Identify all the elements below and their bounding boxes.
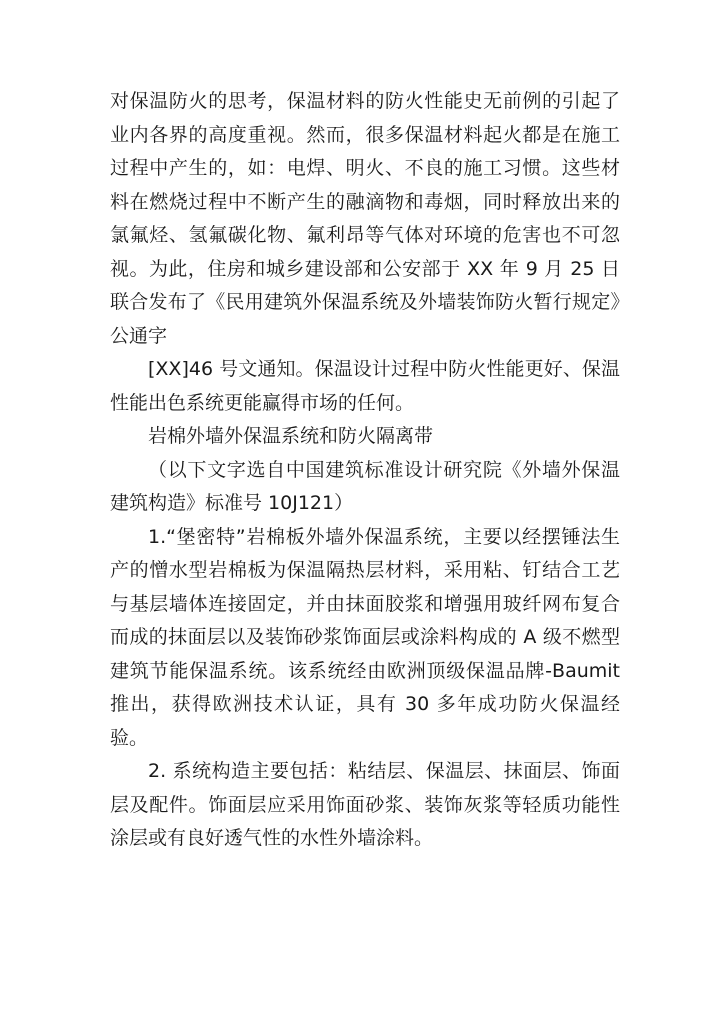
paragraph-item-2: 2. 系统构造主要包括：粘结层、保温层、抹面层、饰面层及配件。饰面层应采用饰面砂浆、装饰灰浆等轻质功能性涂层或有良好透气性的水性外墙涂料。 <box>110 760 620 849</box>
document-page <box>110 85 620 856</box>
paragraph-fire-safety-intro: 对保温防火的思考，保温材料的防火性能史无前例的引起了业内各界的高度重视。然而，很多保温材料起火都是在施工过程中产生的，如：电焊、明火、不良的施工习惯。这些材料在燃烧过程中不断产生的融滴物和毒烟，同时释放出来的氯氟烃、氢氟碳化物、氟利昂等气体对环境的危害也不可忽视。为此，住房和城乡建设部和公安部于 XX 年 9 月 25 日联合发布了《民用建筑外保温系统及外墙装饰防火暂行规定》公通字 <box>110 90 620 347</box>
paragraph-item-1: 1.“堡密特”岩棉板外墙外保温系统，主要以经摆锤法生产的憎水型岩棉板为保温隔热层材料，采用粘、钉结合工艺与基层墙体连接固定，并由抹面胶浆和增强用玻纤网布复合而成的抹面层以及装饰砂浆饰面层或涂料构成的 A 级不燃型建筑节能保温系统。该系统经由欧洲顶级保温品牌-Baumit 推出，获得欧洲技术认证，具有 30 多年成功防火保温经验。 <box>110 525 620 749</box>
section-heading: 岩棉外墙外保温系统和防火隔离带 <box>148 425 434 447</box>
paragraph-source-note: （以下文字选自中国建筑标准设计研究院《外墙外保温建筑构造》标准号 10J121） <box>110 458 620 514</box>
paragraph-notice-continuation: [XX]46 号文通知。保温设计过程中防火性能更好、保温性能出色系统更能赢得市场的任何。 <box>110 358 620 414</box>
